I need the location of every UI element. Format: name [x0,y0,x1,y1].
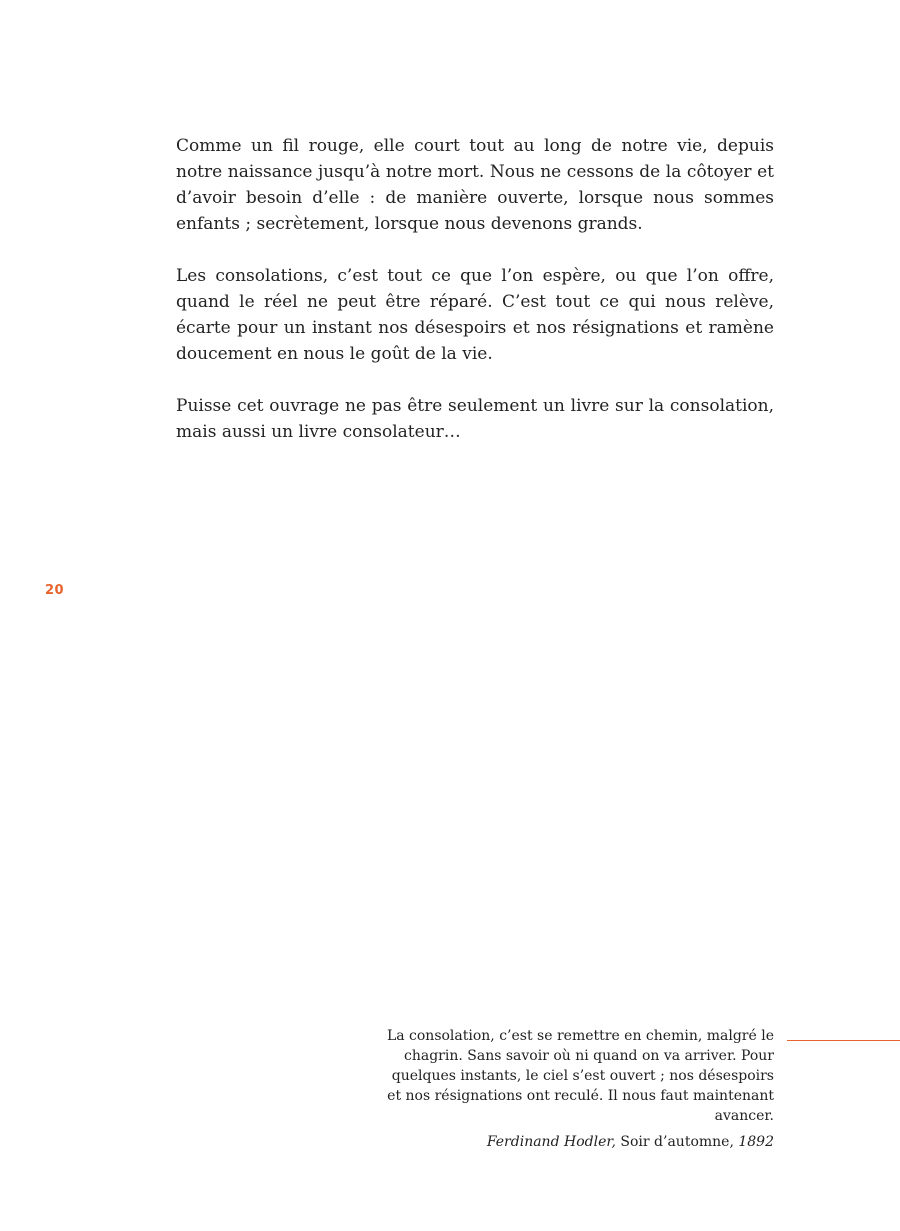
caption-text: La consolation, c’est se remettre en chemin, malgré le chagrin. Sans savoir où ni quand on va arriver. Pour quelques instants, le ciel s’est ouvert ; nos désespoirs et nos résignations ont reculé. Il nous faut maintenant avancer. [386,1028,774,1124]
paragraph-2: Les consolations, c’est tout ce que l’on espère, ou que l’on offre, quand le réel ne peut être réparé. C’est tout ce qui nous relève, écarte pour un instant nos désespoirs et nos résignations et ramène doucement en nous le goût de la vie. [176,266,774,364]
paragraph-1: Comme un fil rouge, elle court tout au long de notre vie, depuis notre naissance jusqu’à notre mort. Nous ne cessons de la côtoyer et d’avoir besoin d’elle : de manière ouverte, lorsque nous sommes enfants ; secrètement, lorsque nous devenons grands. [176,136,774,234]
page-number: 20 [45,583,65,598]
caption-artist: Ferdinand Hodler, [486,1134,616,1150]
paragraph-3: Puisse cet ouvrage ne pas être seulement un livre sur la consolation, mais aussi un livre consolateur… [176,396,774,442]
caption-rule [787,1040,900,1041]
caption-credit [374,1132,774,1152]
caption-year: 1892 [738,1134,774,1150]
image-caption [374,1026,774,1152]
caption-title: Soir d’automne, [620,1134,734,1150]
body-text [176,133,774,471]
